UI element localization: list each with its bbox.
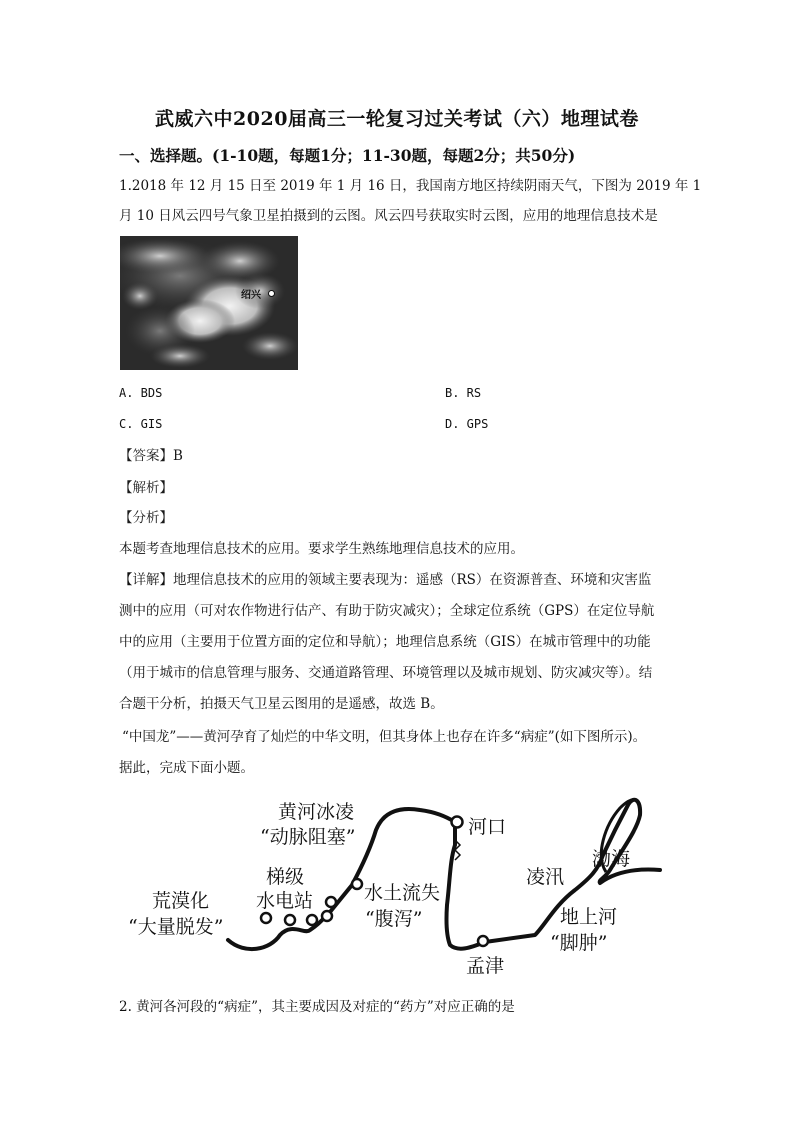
option-b: B. RS [445,386,482,400]
detail-line-2: 测中的应用（可对农作物进行估产、有助于防灾减灾）；全球定位系统（GPS）在定位导航 [119,603,655,619]
label-dishang-sub: “脚肿” [550,932,608,954]
question-1-line-1: 1.2018 年 12 月 15 日至 2019 年 1 月 16 日，我国南方地区持续阴雨天气，下图为 2019 年 1 [119,178,702,194]
label-desert-sub: “大量脱发” [128,916,224,938]
fenxi-heading: 【分析】 [119,510,173,526]
detail-line-4: （用于城市的信息管理与服务、交通道路管理、环境管理以及城市规划、防灾减灾等）。结 [119,665,653,681]
question-2: 2. 黄河各河段的“病症”，其主要成因及对症的“药方”对应正确的是 [119,999,515,1015]
shaoxing-marker [268,290,275,297]
jiexi-heading: 【解析】 [119,480,173,496]
label-hekou: 河口 [468,816,507,838]
satellite-cloud-image [120,236,298,370]
label-mengjin: 孟津 [466,955,505,977]
label-soil: 水土流失 [364,882,441,904]
dam-marker-3 [307,915,317,925]
label-dishang: 地上河 [560,906,618,928]
label-desert: 荒漠化 [152,890,210,912]
option-a: A. BDS [119,386,163,400]
question-1-line-2: 月 10 日风云四号气象卫星拍摄到的云图。风云四号获取实时云图，应用的地理信息技术是 [119,208,658,224]
label-ice-sub: “动脉阻塞” [260,826,356,848]
label-ice: 黄河冰凌 [278,801,355,823]
label-soil-sub: “腹泻” [365,908,423,930]
hekou-marker [452,817,463,828]
answer-line: 【答案】B [119,448,183,464]
label-tiji: 梯级 [266,866,305,888]
fenxi-text: 本题考查地理信息技术的应用。要求学生熟练地理信息技术的应用。 [119,541,524,557]
mengjin-marker [478,936,488,946]
option-c: C. GIS [119,417,163,431]
shaoxing-label: 绍兴 [241,290,261,301]
intro-line-1: “中国龙”——黄河孕育了灿烂的中华文明，但其身体上也存在许多“病症”(如下图所示)。 [122,729,647,745]
dam-marker-2 [285,915,295,925]
cloud-image-graphic [120,236,298,370]
detail-line-3: 中的应用（主要用于位置方面的定位和导航）；地理信息系统（GIS）在城市管理中的功能 [119,634,651,650]
page-title: 武威六中2020届高三一轮复习过关考试（六）地理试卷 [155,108,639,130]
dam-marker-5 [326,897,336,907]
dam-marker-6 [352,879,362,889]
option-d: D. GPS [445,417,489,431]
section-heading: 一、选择题。(1-10题，每题1分；11-30题，每题2分；共50分) [119,146,576,165]
dam-marker-4 [322,911,332,921]
label-lingxun: 凌汛 [526,866,565,888]
intro-line-2: 据此，完成下面小题。 [119,760,254,776]
detail-line-5: 合题干分析，拍摄天气卫星云图用的是遥感，故选 B。 [119,696,444,712]
detail-line-1: 【详解】地理信息技术的应用的领域主要表现为：遥感（RS）在资源普查、环境和灾害监 [119,572,652,588]
label-bohai: 渤海 [592,848,631,870]
label-hydro: 水电站 [256,890,314,912]
dam-marker-1 [261,913,271,923]
